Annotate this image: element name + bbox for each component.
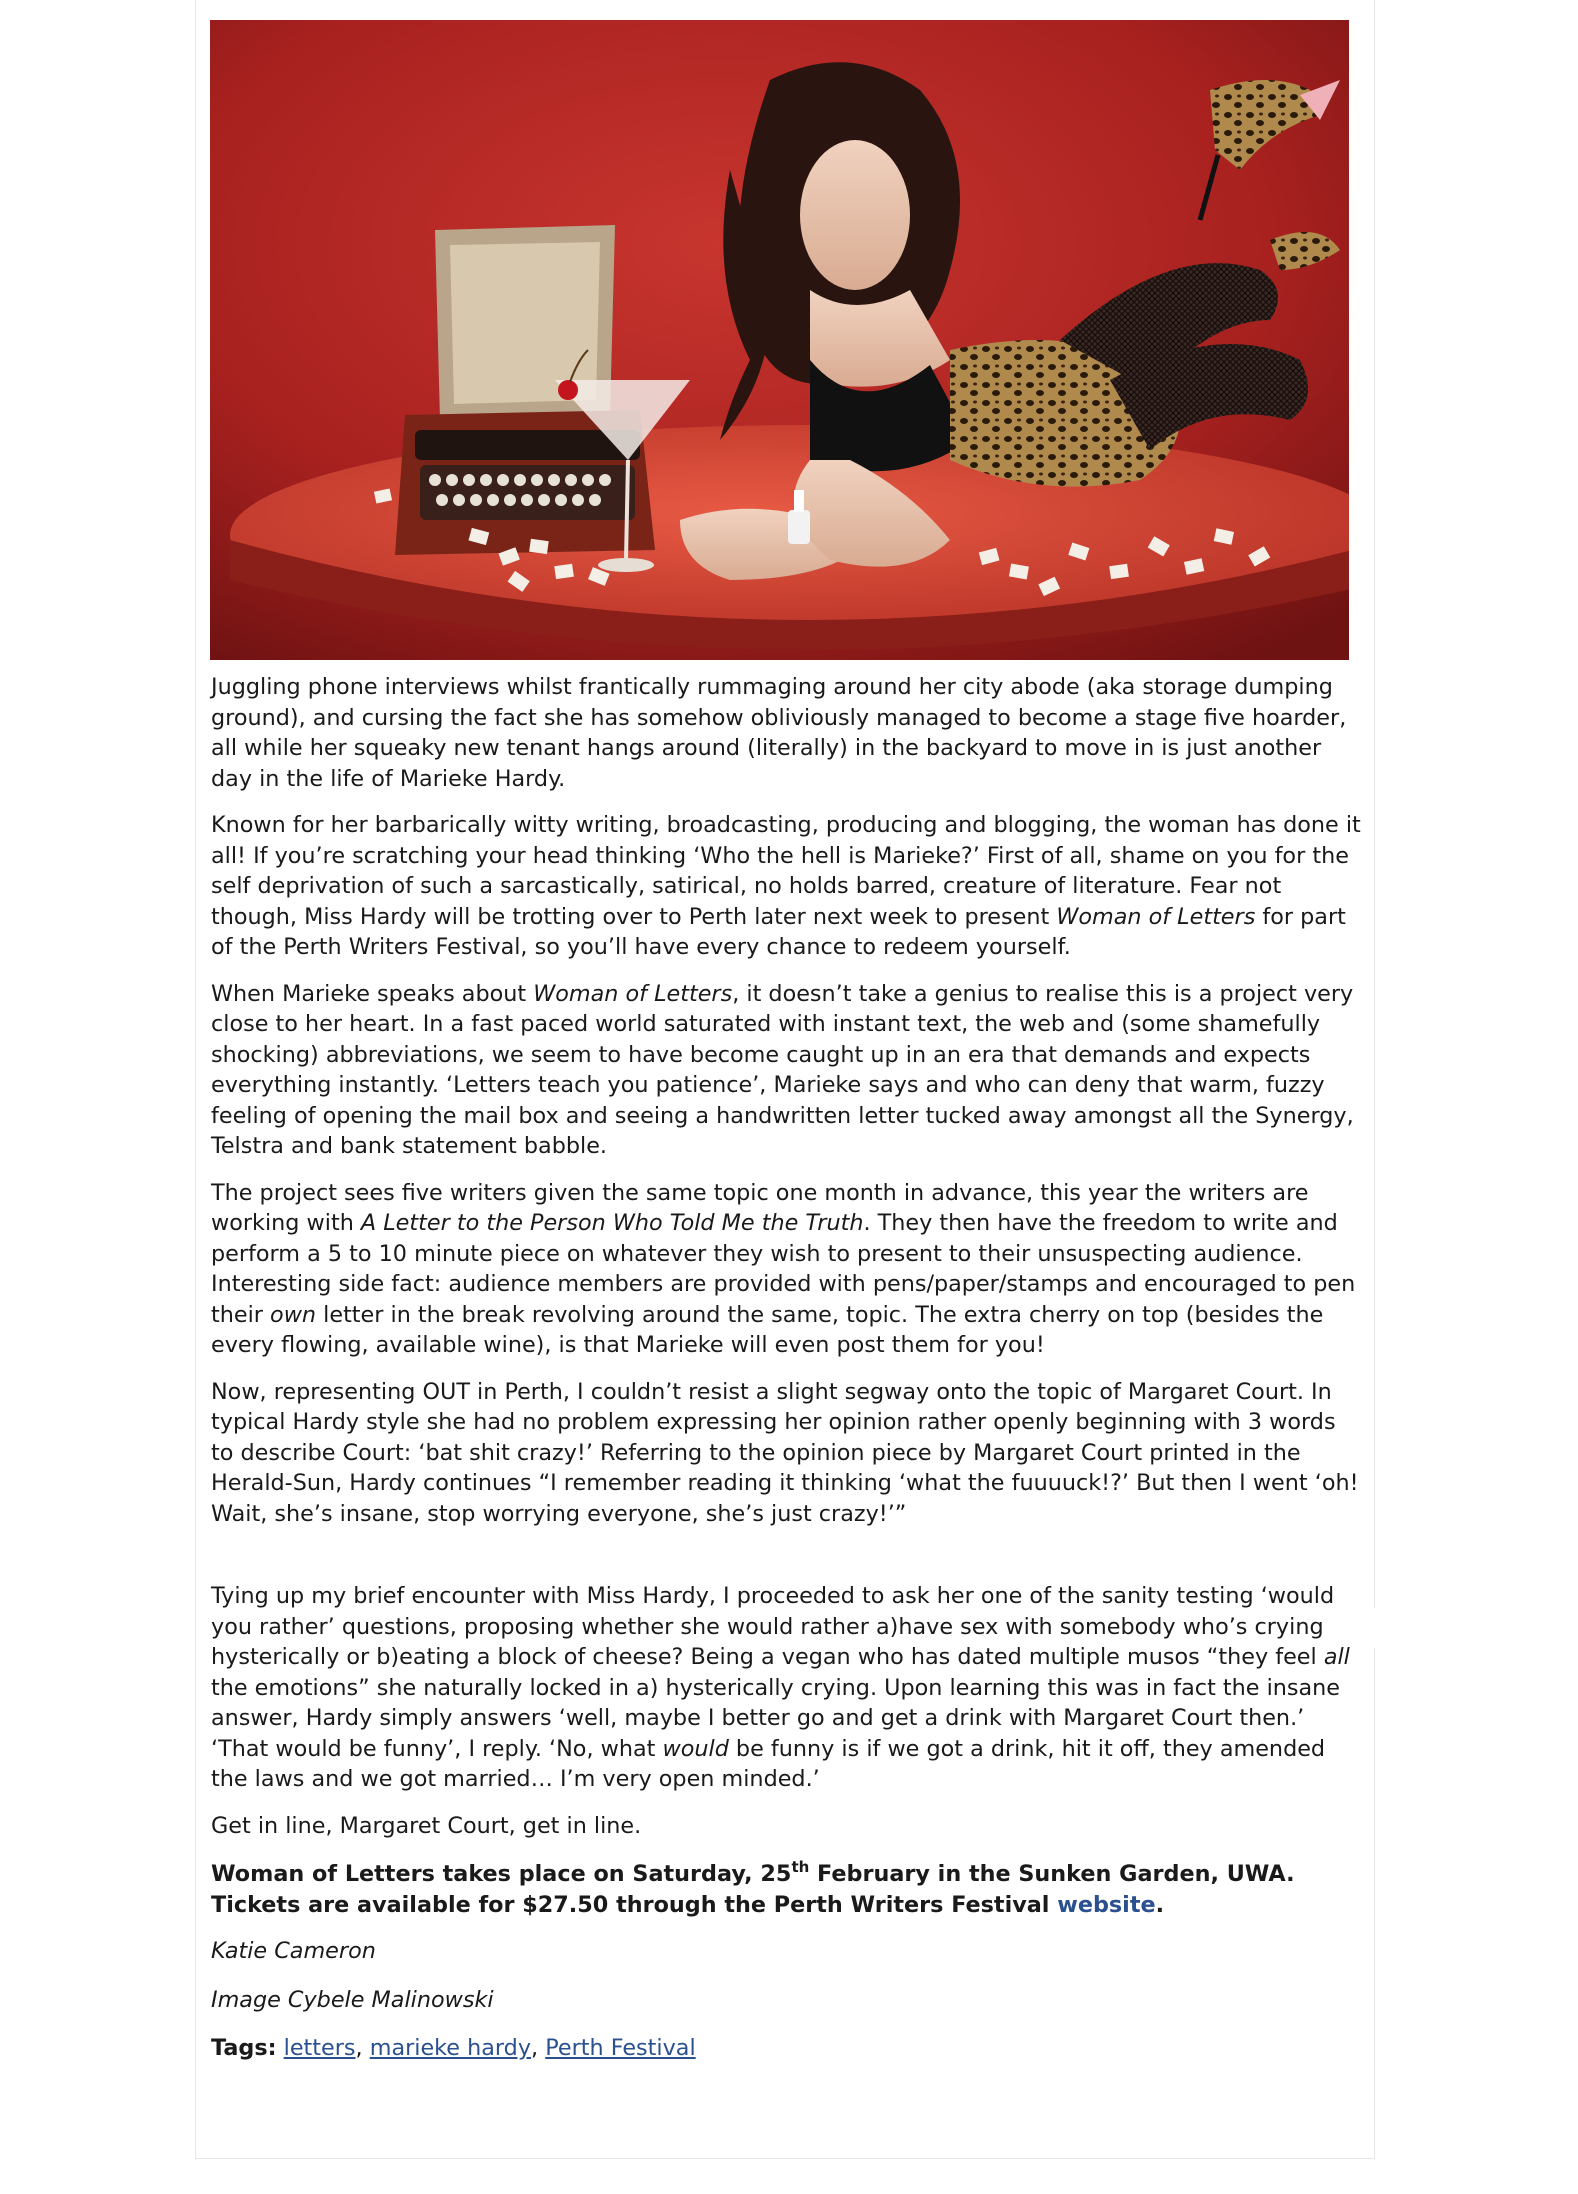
text: .	[1155, 1891, 1165, 1918]
emphasis-all: all	[1323, 1644, 1350, 1670]
paragraph-would-you-rather	[211, 1581, 1361, 1795]
event-details	[211, 1859, 1361, 1920]
paragraph-woman-of-letters	[211, 979, 1361, 1162]
image-credit: Image Cybele Malinowski	[211, 1986, 494, 2013]
bottom-divider	[195, 2158, 1375, 2159]
text: the emotions” she naturally locked in a) hysterically crying. Upon learning this was in fact the insane answer, Hardy simply answers ‘well, maybe I better go and get a drink with Margaret Court then.’ ‘That would be funny’, I reply. ‘No, what	[211, 1674, 1341, 1762]
emphasis-title: Woman of Letters	[1056, 903, 1256, 930]
text: February in the Sunken Garden, UWA. Tickets are available for $27.50 through the Perth Writers Festival	[211, 1861, 1295, 1918]
emphasis-topic: A Letter to the Person Who Told Me the Truth	[360, 1210, 864, 1236]
tag-separator: ,	[531, 2035, 539, 2061]
tag-link-letters[interactable]: letters	[283, 2035, 356, 2061]
text: . They then have the freedom to write and perform a 5 to 10 minute piece on whatever they wish to present to their unsuspecting audience. Interesting side fact: audience members are provided with pens/paper/stamps and encouraged to pen their	[211, 1210, 1356, 1328]
tag-link-marieke-hardy[interactable]: marieke hardy	[369, 2035, 532, 2061]
text: letter in the break revolving around the same, topic. The extra cherry on top (besides the every flowing, available wine), is that Marieke will even post them for you!	[211, 1301, 1324, 1358]
text: The project sees five writers given the same topic one month in advance, this year the writers are working with	[211, 1179, 1309, 1236]
typewriter-cocktail-portrait-photo	[210, 20, 1349, 660]
paragraph-margaret-court: Now, representing OUT in Perth, I couldn’t resist a slight segway onto the topic of Margaret Court. In typical Hardy style she had no problem expressing her opinion rather openly beginning with 3 words to describe Court: ‘bat shit crazy!’ Referring to the opinion piece by Margaret Court printed in the Herald-Sun, Hardy continues “I remember reading it thinking ‘what the fuuuuck!?’ But then I went ‘oh! Wait, she’s insane, stop worrying everyone, she’s just crazy!’”	[211, 1378, 1359, 1527]
tags-line	[211, 2033, 1361, 2064]
emphasis-title: Woman of Letters	[533, 980, 733, 1007]
tags-label: Tags:	[211, 2035, 277, 2061]
text: Woman of Letters takes place on Saturday, 25	[211, 1861, 792, 1887]
paragraph-project	[211, 1178, 1361, 1361]
article-photo	[210, 20, 1349, 660]
text: When Marieke speaks about	[211, 980, 534, 1007]
ordinal-suffix: th	[791, 1858, 810, 1876]
article-body	[211, 672, 1361, 2080]
tag-link-perth-festival[interactable]: Perth Festival	[545, 2035, 696, 2061]
text: Known for her barbarically witty writing, broadcasting, producing and blogging, the woman has done it all! If you’re scratching your head thinking ‘Who the hell is Marieke?’ First of all, shame on you for the self deprivation of such a sarcastically, satirical, no holds barred, creature of literature. Fear not though, Miss Hardy will be trotting over to Perth later next week to present	[211, 812, 1361, 930]
festival-website-link[interactable]: website	[1057, 1891, 1156, 1918]
author-credit: Katie Cameron	[211, 1938, 376, 1964]
text: , it doesn’t take a genius to realise this is a project very close to her heart. In a fast paced world saturated with instant text, the web and (some shamefully shocking) abbreviations, we seem to have become caught up in an era that demands and expects everything instantly. ‘Letters teach you patience’, Marieke says and who can deny that warm, fuzzy feeling of opening the mail box and seeing a handwritten letter tucked away amongst all the Synergy, Telstra and bank statement babble.	[211, 980, 1354, 1159]
text: Tying up my brief encounter with Miss Hardy, I proceeded to ask her one of the sanity testing ‘would you rather’ questions, proposing whether she would rather a)have sex with somebody who’s crying hysterically or b)eating a block of cheese? Being a vegan who has dated multiple musos “they feel	[211, 1583, 1335, 1670]
frame-gap	[1370, 1608, 1382, 1648]
text: be funny is if we got a drink, hit it off, they amended the laws and we got married… I’m very open minded.’	[211, 1735, 1326, 1792]
paragraph-intro: Juggling phone interviews whilst frantically rummaging around her city abode (aka storage dumping ground), and cursing the fact she has somehow obliviously managed to become a stage five hoarder, all while her squeaky new tenant hangs around (literally) in the backyard to move in is just another day in the life of Marieke Hardy.	[211, 674, 1347, 792]
paragraph-known-for	[211, 810, 1361, 963]
emphasis-own: own	[270, 1301, 317, 1328]
tag-separator: ,	[355, 2035, 363, 2061]
text: for part of the Perth Writers Festival, so you’ll have every chance to redeem yourself.	[211, 903, 1346, 960]
paragraph-get-in-line: Get in line, Margaret Court, get in line.	[211, 1812, 642, 1839]
emphasis-would: would	[662, 1735, 729, 1762]
